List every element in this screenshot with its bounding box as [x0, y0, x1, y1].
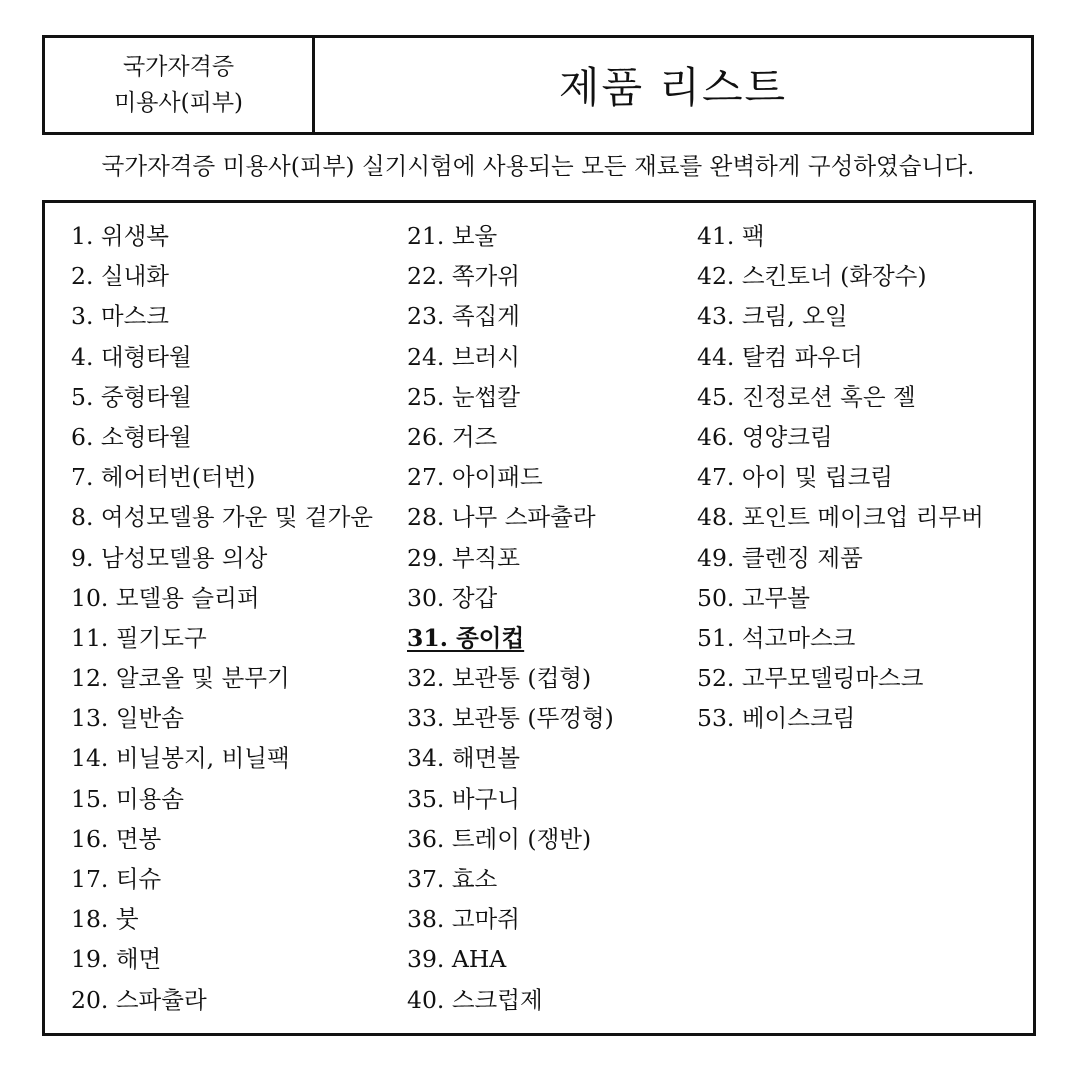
list-item: 39. AHA: [407, 945, 507, 974]
list-item: 41. 팩: [697, 222, 765, 250]
list-item: 28. 나무 스파츌라: [407, 503, 596, 532]
list-item: 42. 스킨토너 (화장수): [697, 262, 927, 291]
list-item: 21. 보울: [407, 222, 498, 250]
list-item: 43. 크림, 오일: [697, 302, 848, 331]
list-item: 35. 바구니: [407, 784, 520, 813]
list-item: 11. 필기도구: [71, 623, 207, 652]
list-item: 24. 브러시: [407, 342, 520, 371]
list-item: 9. 남성모델용 의상: [71, 543, 268, 572]
list-item: 36. 트레이 (쟁반): [407, 824, 592, 853]
list-item: 38. 고마쥐: [407, 905, 520, 934]
list-item: 20. 스파츌라: [71, 985, 207, 1014]
list-item: 15. 미용솜: [71, 784, 184, 813]
list-item: 4. 대형타월: [71, 342, 192, 371]
list-item: 23. 족집게: [407, 302, 520, 331]
list-item: 13. 일반솜: [71, 704, 184, 733]
product-list-column-3: [697, 216, 1027, 738]
list-item: 26. 거즈: [407, 422, 498, 451]
list-item: 16. 면봉: [71, 824, 162, 853]
list-item: 6. 소형타월: [71, 422, 192, 451]
list-item: 5. 중형타월: [71, 382, 192, 411]
list-item: 34. 해면볼: [407, 744, 520, 773]
product-list-column-1: [71, 216, 401, 1020]
list-item: 53. 베이스크림: [697, 704, 856, 733]
certificate-label: [45, 38, 315, 132]
list-item: 52. 고무모델링마스크: [697, 664, 924, 693]
list-item: 2. 실내화: [71, 262, 169, 291]
list-item: 50. 고무볼: [697, 583, 810, 612]
list-item: 49. 클렌징 제품: [697, 543, 863, 572]
list-item: 37. 효소: [407, 865, 498, 893]
list-item: 10. 모델용 슬리퍼: [71, 583, 260, 612]
list-item: 40. 스크럽제: [407, 985, 543, 1014]
list-item: 18. 붓: [71, 905, 139, 934]
list-item: 45. 진정로션 혹은 젤: [697, 382, 916, 411]
list-item: 3. 마스크: [71, 302, 169, 331]
list-item: 14. 비닐봉지, 비닐팩: [71, 744, 290, 773]
product-list-column-2: [407, 216, 692, 1020]
list-item: 44. 탈컴 파우더: [697, 342, 863, 371]
description-text: 국가자격증 미용사(피부) 실기시험에 사용되는 모든 재료를 완벽하게 구성하였습니다.: [101, 152, 975, 180]
header-table: [42, 35, 1034, 135]
certificate-label-line2: 미용사(피부): [113, 90, 244, 116]
page-title: 제품 리스트: [558, 63, 788, 112]
list-item: 29. 부직포: [407, 543, 520, 572]
list-item: 31. 종이컵: [407, 623, 525, 652]
list-item: 48. 포인트 메이크업 리무버: [697, 503, 984, 532]
list-item: 12. 알코올 및 분무기: [71, 664, 290, 693]
list-item: 33. 보관통 (뚜껑형): [407, 704, 614, 733]
list-item: 32. 보관통 (컵형): [407, 664, 592, 693]
list-item: 51. 석고마스크: [697, 623, 856, 652]
list-item: 1. 위생복: [71, 222, 169, 250]
list-item: 7. 헤어터번(터번): [71, 463, 256, 492]
list-item: 22. 쪽가위: [407, 262, 520, 291]
list-item: 46. 영양크림: [697, 422, 833, 451]
product-list-box: [42, 200, 1036, 1036]
list-item: 25. 눈썹칼: [407, 382, 520, 411]
certificate-label-line1: 국가자격증: [122, 54, 235, 80]
list-item: 17. 티슈: [71, 865, 162, 893]
list-item: 47. 아이 및 립크림: [697, 463, 893, 492]
list-item: 27. 아이패드: [407, 463, 543, 492]
list-item: 8. 여성모델용 가운 및 겉가운: [71, 503, 374, 532]
list-item: 19. 해면: [71, 945, 162, 974]
list-item: 30. 장갑: [407, 583, 498, 612]
